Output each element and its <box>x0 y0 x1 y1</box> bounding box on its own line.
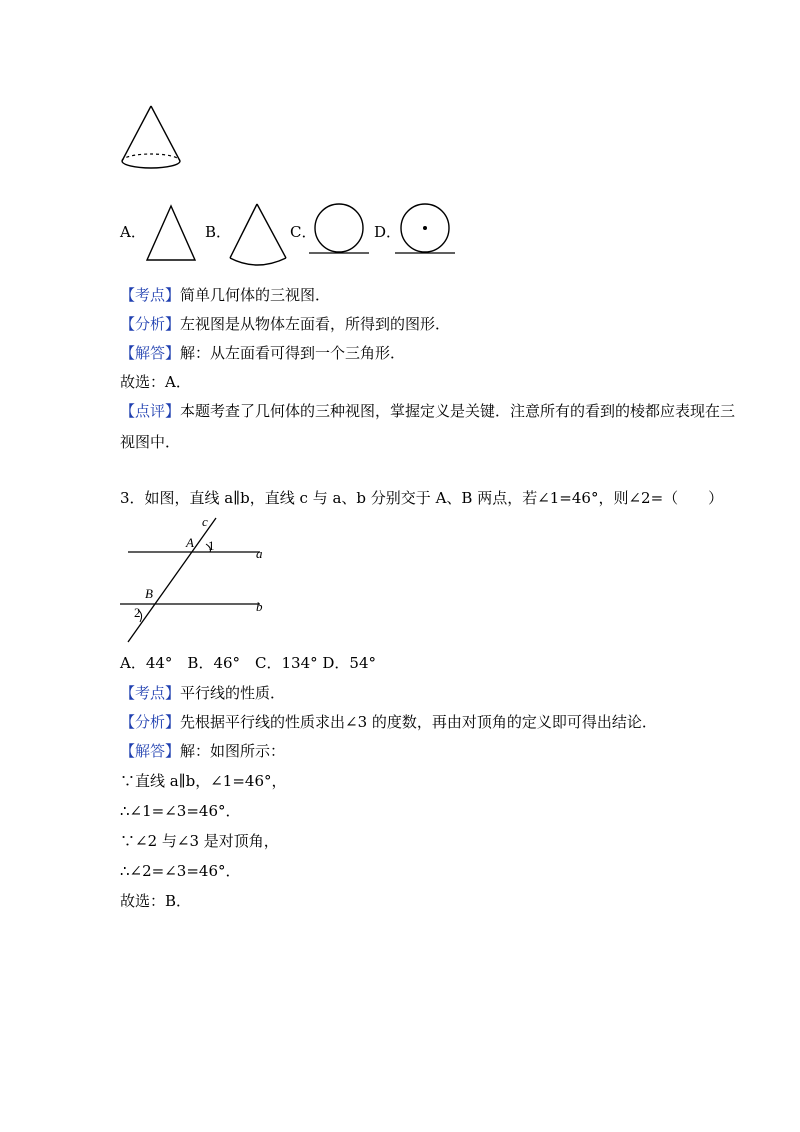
q2-answer: 故选：A． <box>120 373 191 391</box>
label-A: A <box>186 535 194 550</box>
label-B: B <box>145 586 153 601</box>
q3-step4: ∴∠2=∠3=46°． <box>120 862 241 880</box>
q2-dianping-cont: 视图中． <box>120 433 181 451</box>
q3-step1: ∵直线 a∥b，∠1=46°， <box>120 772 287 790</box>
option-d-circle-dot <box>393 202 457 258</box>
label-b: b <box>256 599 263 614</box>
option-c-label: C． <box>290 223 317 241</box>
q3-parallel-lines-figure <box>118 514 273 644</box>
label-1: 1 <box>208 538 215 553</box>
q2-jieda: 【解答】解：从左面看可得到一个三角形． <box>120 344 406 362</box>
q3-jieda: 【解答】解：如图所示： <box>120 742 286 760</box>
option-c-circle <box>307 202 371 258</box>
q2-fenxi: 【分析】左视图是从物体左面看，所得到的图形． <box>120 315 451 333</box>
label-a: a <box>256 546 263 561</box>
option-b-label: B． <box>205 223 232 241</box>
option-a-label: A． <box>120 223 146 241</box>
option-a-triangle <box>143 204 199 264</box>
q3-fenxi: 【分析】先根据平行线的性质求出∠3 的度数，再由对顶角的定义即可得出结论． <box>120 713 657 731</box>
option-b-cone-front <box>226 202 290 270</box>
option-d-label: D． <box>374 223 402 241</box>
q2-dianping: 【点评】本题考查了几何体的三种视图，掌握定义是关键．注意所有的看到的棱都应表现在三 <box>120 402 736 420</box>
q3-kaodian: 【考点】平行线的性质． <box>120 684 286 702</box>
label-c: c <box>202 514 208 529</box>
q3-answer: 故选：B． <box>120 892 192 910</box>
q3-choices: A．44° B．46° C．134° D．54° <box>120 654 377 672</box>
q3-step2: ∴∠1=∠3=46°． <box>120 802 241 820</box>
cone-figure <box>118 104 188 176</box>
q3-question: 3．如图，直线 a∥b，直线 c 与 a、b 分别交于 A、B 两点，若∠1=46°，则∠2=（ ） <box>120 489 724 507</box>
q3-step3: ∵∠2 与∠3 是对顶角， <box>120 832 279 850</box>
label-2: 2 <box>134 605 141 620</box>
q2-kaodian: 【考点】简单几何体的三视图． <box>120 286 331 304</box>
